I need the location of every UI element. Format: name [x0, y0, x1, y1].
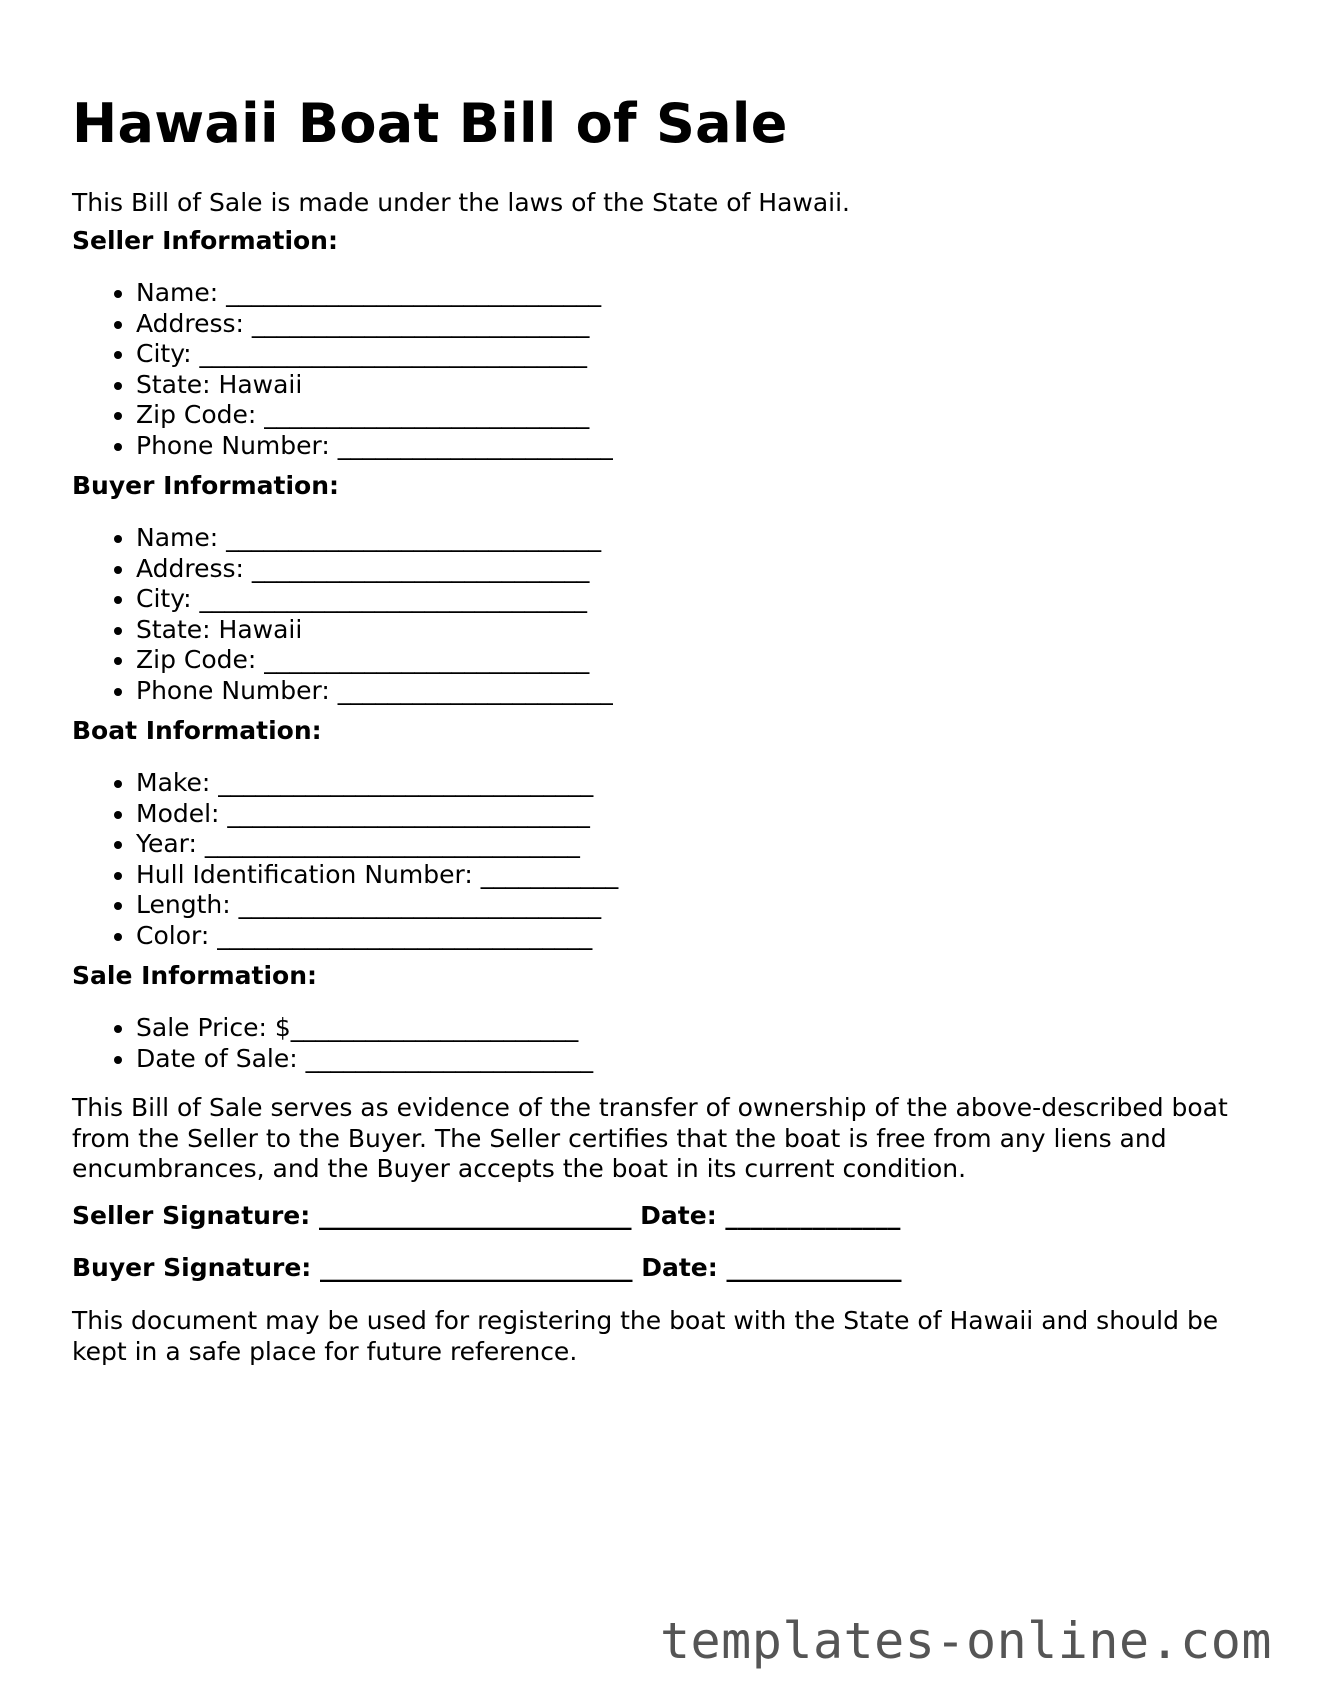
- sale-heading: Sale Information:: [72, 961, 317, 990]
- seller-phone-field[interactable]: • Phone Number: ______________________: [136, 431, 613, 462]
- boat-hull-id-field[interactable]: • Hull Identification Number: ___________: [136, 860, 618, 891]
- watermark: templates-online.com: [659, 1612, 1272, 1670]
- sale-date-field[interactable]: • Date of Sale: _______________________: [136, 1044, 593, 1075]
- seller-name-field[interactable]: • Name: ______________________________: [136, 278, 613, 309]
- seller-heading: Seller Information:: [72, 226, 338, 255]
- document-title: Hawaii Boat Bill of Sale: [72, 92, 788, 155]
- boat-heading: Boat Information:: [72, 716, 322, 745]
- buyer-phone-field[interactable]: • Phone Number: ______________________: [136, 676, 613, 707]
- boat-model-field[interactable]: • Model: _____________________________: [136, 799, 618, 830]
- seller-city-field[interactable]: • City: _______________________________: [136, 339, 613, 370]
- buyer-city-field[interactable]: • City: _______________________________: [136, 584, 613, 615]
- buyer-state-field: • State: Hawaii: [136, 615, 613, 646]
- buyer-name-field[interactable]: • Name: ______________________________: [136, 523, 613, 554]
- intro-text: This Bill of Sale is made under the laws of the State of Hawaii.: [72, 188, 850, 217]
- sale-list: [72, 1013, 593, 1074]
- buyer-signature-line[interactable]: Buyer Signature: _________________________ Date: ______________: [72, 1253, 902, 1282]
- buyer-list: [72, 523, 613, 706]
- seller-address-field[interactable]: • Address: ___________________________: [136, 309, 613, 340]
- boat-make-field[interactable]: • Make: ______________________________: [136, 768, 618, 799]
- transfer-paragraph: This Bill of Sale serves as evidence of the transfer of ownership of the above-described boat from the Seller to the Buyer. The Seller certifies that the boat is free from any liens and encumbrances, and the Buyer accepts the boat in its current condition.: [72, 1093, 1228, 1183]
- boat-list: [72, 768, 618, 951]
- boat-year-field[interactable]: • Year: ______________________________: [136, 829, 618, 860]
- buyer-heading: Buyer Information:: [72, 471, 340, 500]
- seller-signature-line[interactable]: Seller Signature: _________________________ Date: ______________: [72, 1201, 901, 1230]
- buyer-address-field[interactable]: • Address: ___________________________: [136, 554, 613, 585]
- boat-length-field[interactable]: • Length: _____________________________: [136, 890, 618, 921]
- seller-state-field: • State: Hawaii: [136, 370, 613, 401]
- buyer-zip-field[interactable]: • Zip Code: __________________________: [136, 645, 613, 676]
- seller-list: [72, 278, 613, 461]
- sale-price-field[interactable]: • Sale Price: $_______________________: [136, 1013, 593, 1044]
- closing-paragraph: This document may be used for registering the boat with the State of Hawaii and should be kept in a safe place for future reference.: [72, 1306, 1219, 1366]
- boat-color-field[interactable]: • Color: ______________________________: [136, 921, 618, 952]
- seller-zip-field[interactable]: • Zip Code: __________________________: [136, 400, 613, 431]
